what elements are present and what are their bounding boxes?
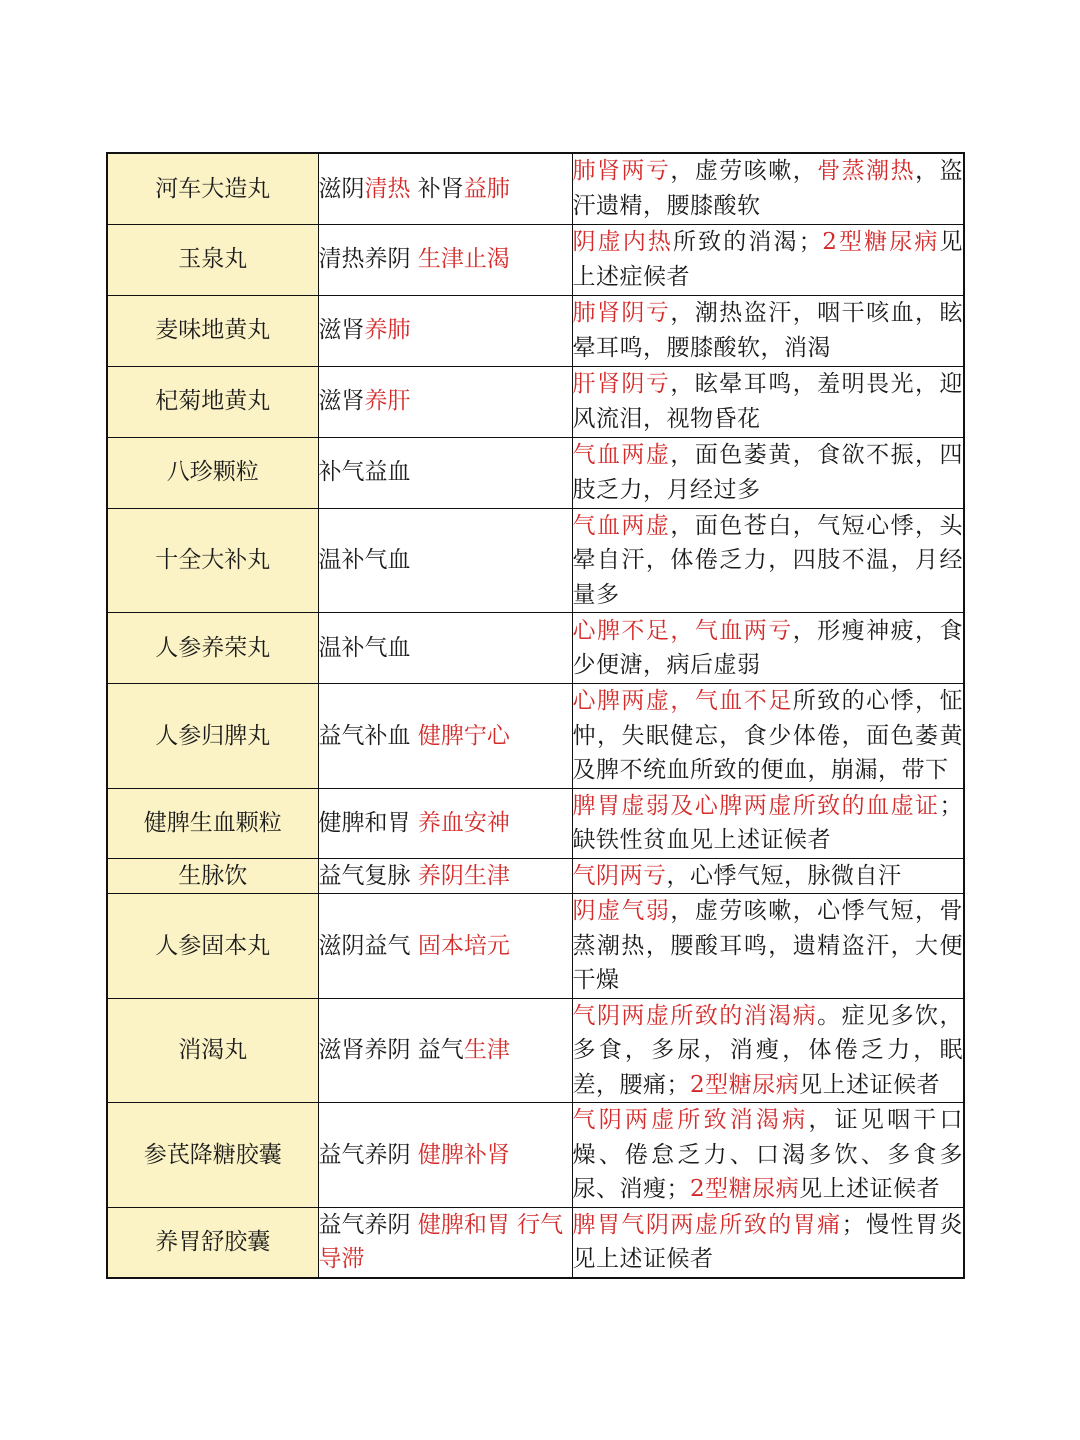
effect-text: 益气养阴 xyxy=(318,1211,418,1238)
indication-cell xyxy=(572,613,964,684)
indication-highlight-text: 气阴两亏 xyxy=(572,862,667,889)
medicine-name-cell: 人参养荣丸 xyxy=(107,613,318,684)
effect-highlight-text: 生津 xyxy=(463,1037,510,1063)
indication-highlight-text: 2型糖尿病 xyxy=(822,229,940,255)
effect-cell xyxy=(318,224,572,295)
medicine-name-cell: 八珍颗粒 xyxy=(107,437,318,508)
effect-text: 滋阴益气 xyxy=(318,932,418,959)
indication-text: 见上述症候者 xyxy=(572,229,964,290)
indication-cell xyxy=(572,684,964,789)
indication-text: 见上述证候者 xyxy=(799,1071,941,1098)
effect-highlight-text: 养阴生津 xyxy=(417,862,510,889)
indication-highlight-text: 肝肾阴亏 xyxy=(572,371,671,397)
effect-text: 补肾 xyxy=(410,175,464,202)
effect-text: 温补气血 xyxy=(318,547,411,573)
indication-cell xyxy=(572,788,964,858)
indication-cell xyxy=(572,437,964,508)
effect-text: 健脾和胃 xyxy=(318,809,418,836)
indication-text: ，面色苍白，气短心悸，头晕自汗，体倦乏力，四肢不温，月经量多 xyxy=(572,512,964,608)
effect-cell xyxy=(318,1207,572,1278)
effect-cell xyxy=(318,998,572,1103)
indication-highlight-text: 气阴两虚所致的消渴病 xyxy=(572,1002,818,1029)
table-row xyxy=(107,1207,964,1278)
table-row xyxy=(107,366,964,437)
indication-text: ，盗汗遗精，腰膝酸软 xyxy=(572,158,964,219)
table-row xyxy=(107,437,964,508)
effect-highlight-text: 健脾宁心 xyxy=(417,722,510,749)
indication-highlight-text: 阴虚气弱 xyxy=(572,898,671,924)
indication-text: ，证见咽干口燥、倦怠乏力、口渴多饮、多食多尿、消瘦； xyxy=(572,1107,964,1202)
indication-highlight-text: 脾胃气阴两虚所致的胃痛 xyxy=(572,1211,842,1238)
effect-cell xyxy=(318,437,572,508)
indication-text: 。症见多饮，多食，多尿，消瘦，体倦乏力，眠差，腰痛； xyxy=(572,1002,964,1098)
table-row xyxy=(107,295,964,366)
medicine-name-cell: 麦味地黄丸 xyxy=(107,295,318,366)
effect-cell xyxy=(318,894,572,999)
effect-text: 益气复脉 xyxy=(318,862,418,889)
indication-text: 见上述证候者 xyxy=(799,1176,941,1202)
effect-cell xyxy=(318,295,572,366)
indication-text: 所致的消渴； xyxy=(673,229,823,255)
medicine-name-cell: 消渴丸 xyxy=(107,998,318,1103)
effect-highlight-text: 健脾补肾 xyxy=(417,1141,510,1168)
table-row xyxy=(107,998,964,1103)
indication-cell xyxy=(572,153,964,224)
indication-highlight-text: 脾胃虚弱及心脾两虚所致的血虚证 xyxy=(572,792,940,819)
effect-text: 滋阴 xyxy=(318,175,365,202)
indication-text: ，面色萎黄，食欲不振，四肢乏力，月经过多 xyxy=(572,442,964,503)
table-row xyxy=(107,894,964,999)
indication-highlight-text: 肺肾两亏 xyxy=(572,158,671,185)
effect-cell xyxy=(318,1103,572,1208)
medicine-table-container xyxy=(106,152,963,1279)
table-row xyxy=(107,613,964,684)
medicine-name-cell: 养胃舒胶囊 xyxy=(107,1207,318,1278)
medicine-table-body xyxy=(107,153,964,1278)
effect-highlight-text: 生津止渴 xyxy=(417,246,510,273)
effect-cell xyxy=(318,788,572,858)
indication-text: ，潮热盗汗，咽干咳血，眩晕耳鸣，腰膝酸软，消渴 xyxy=(572,300,964,361)
table-row xyxy=(107,788,964,858)
indication-text: ，心悸气短，脉微自汗 xyxy=(666,862,902,889)
medicine-name-cell: 生脉饮 xyxy=(107,858,318,894)
medicine-name-cell: 健脾生血颗粒 xyxy=(107,788,318,858)
effect-text: 滋肾 xyxy=(318,388,365,415)
effect-highlight-text: 养肝 xyxy=(364,388,411,415)
indication-text: ，眩晕耳鸣，羞明畏光，迎风流泪，视物昏花 xyxy=(572,371,964,432)
indication-highlight-text: 气阴两虚所致消渴病 xyxy=(572,1107,809,1133)
effect-cell xyxy=(318,684,572,789)
indication-highlight-text: 心脾两虚，气血不足 xyxy=(572,688,793,714)
medicine-table xyxy=(106,152,965,1279)
table-row xyxy=(107,684,964,789)
indication-highlight-text: 骨蒸潮热 xyxy=(817,158,916,185)
medicine-name-cell: 杞菊地黄丸 xyxy=(107,366,318,437)
effect-text: 补气益血 xyxy=(318,459,411,486)
indication-text: ；慢性胃炎见上述证候者 xyxy=(572,1211,964,1273)
effect-highlight-text: 养血安神 xyxy=(417,809,510,836)
table-row xyxy=(107,858,964,894)
indication-cell xyxy=(572,224,964,295)
indication-text: ，虚劳咳嗽， xyxy=(670,158,818,185)
indication-text: ，形瘦神疲，食少便溏，病后虚弱 xyxy=(572,617,964,678)
medicine-name-cell: 参芪降糖胶囊 xyxy=(107,1103,318,1208)
effect-cell xyxy=(318,508,572,613)
effect-highlight-text: 益肺 xyxy=(463,175,510,202)
indication-cell xyxy=(572,295,964,366)
effect-cell xyxy=(318,613,572,684)
indication-cell xyxy=(572,508,964,613)
indication-cell xyxy=(572,858,964,894)
effect-cell xyxy=(318,858,572,894)
indication-highlight-text: 气血两虚 xyxy=(572,512,671,539)
indication-text: ，虚劳咳嗽，心悸气短，骨蒸潮热，腰酸耳鸣，遗精盗汗，大便干燥 xyxy=(572,898,964,993)
effect-cell xyxy=(318,153,572,224)
effect-highlight-text: 固本培元 xyxy=(417,932,510,959)
indication-highlight-text: 2型糖尿病 xyxy=(690,1071,800,1098)
medicine-name-cell: 河车大造丸 xyxy=(107,153,318,224)
medicine-name-cell: 人参归脾丸 xyxy=(107,684,318,789)
effect-text: 温补气血 xyxy=(318,634,411,661)
indication-highlight-text: 2型糖尿病 xyxy=(690,1176,800,1202)
indication-cell xyxy=(572,998,964,1103)
indication-cell xyxy=(572,1103,964,1208)
effect-text: 滋肾养阴 益气 xyxy=(318,1037,464,1063)
effect-highlight-text: 养肺 xyxy=(364,317,411,344)
table-row xyxy=(107,508,964,613)
indication-cell xyxy=(572,366,964,437)
indication-highlight-text: 心脾不足，气血两亏 xyxy=(572,617,793,644)
effect-cell xyxy=(318,366,572,437)
medicine-name-cell: 人参固本丸 xyxy=(107,894,318,999)
indication-cell xyxy=(572,894,964,999)
effect-highlight-text: 健脾和胃 行气导滞 xyxy=(318,1211,564,1273)
indication-text: ；缺铁性贫血见上述证候者 xyxy=(572,792,963,853)
indication-highlight-text: 气血两虚 xyxy=(572,442,671,468)
indication-highlight-text: 肺肾阴亏 xyxy=(572,300,671,326)
table-row xyxy=(107,224,964,295)
table-row xyxy=(107,153,964,224)
medicine-name-cell: 玉泉丸 xyxy=(107,224,318,295)
table-row xyxy=(107,1103,964,1208)
effect-text: 滋肾 xyxy=(318,317,365,344)
indication-text: 所致的心悸，怔忡，失眠健忘，食少体倦，面色萎黄及脾不统血所致的便血，崩漏，带下 xyxy=(572,688,964,783)
effect-highlight-text: 清热 xyxy=(364,175,411,202)
effect-text: 清热养阴 xyxy=(318,246,418,273)
effect-text: 益气养阴 xyxy=(318,1141,418,1168)
indication-highlight-text: 阴虚内热 xyxy=(572,229,674,255)
indication-cell xyxy=(572,1207,964,1278)
effect-text: 益气补血 xyxy=(318,722,418,749)
medicine-name-cell: 十全大补丸 xyxy=(107,508,318,613)
